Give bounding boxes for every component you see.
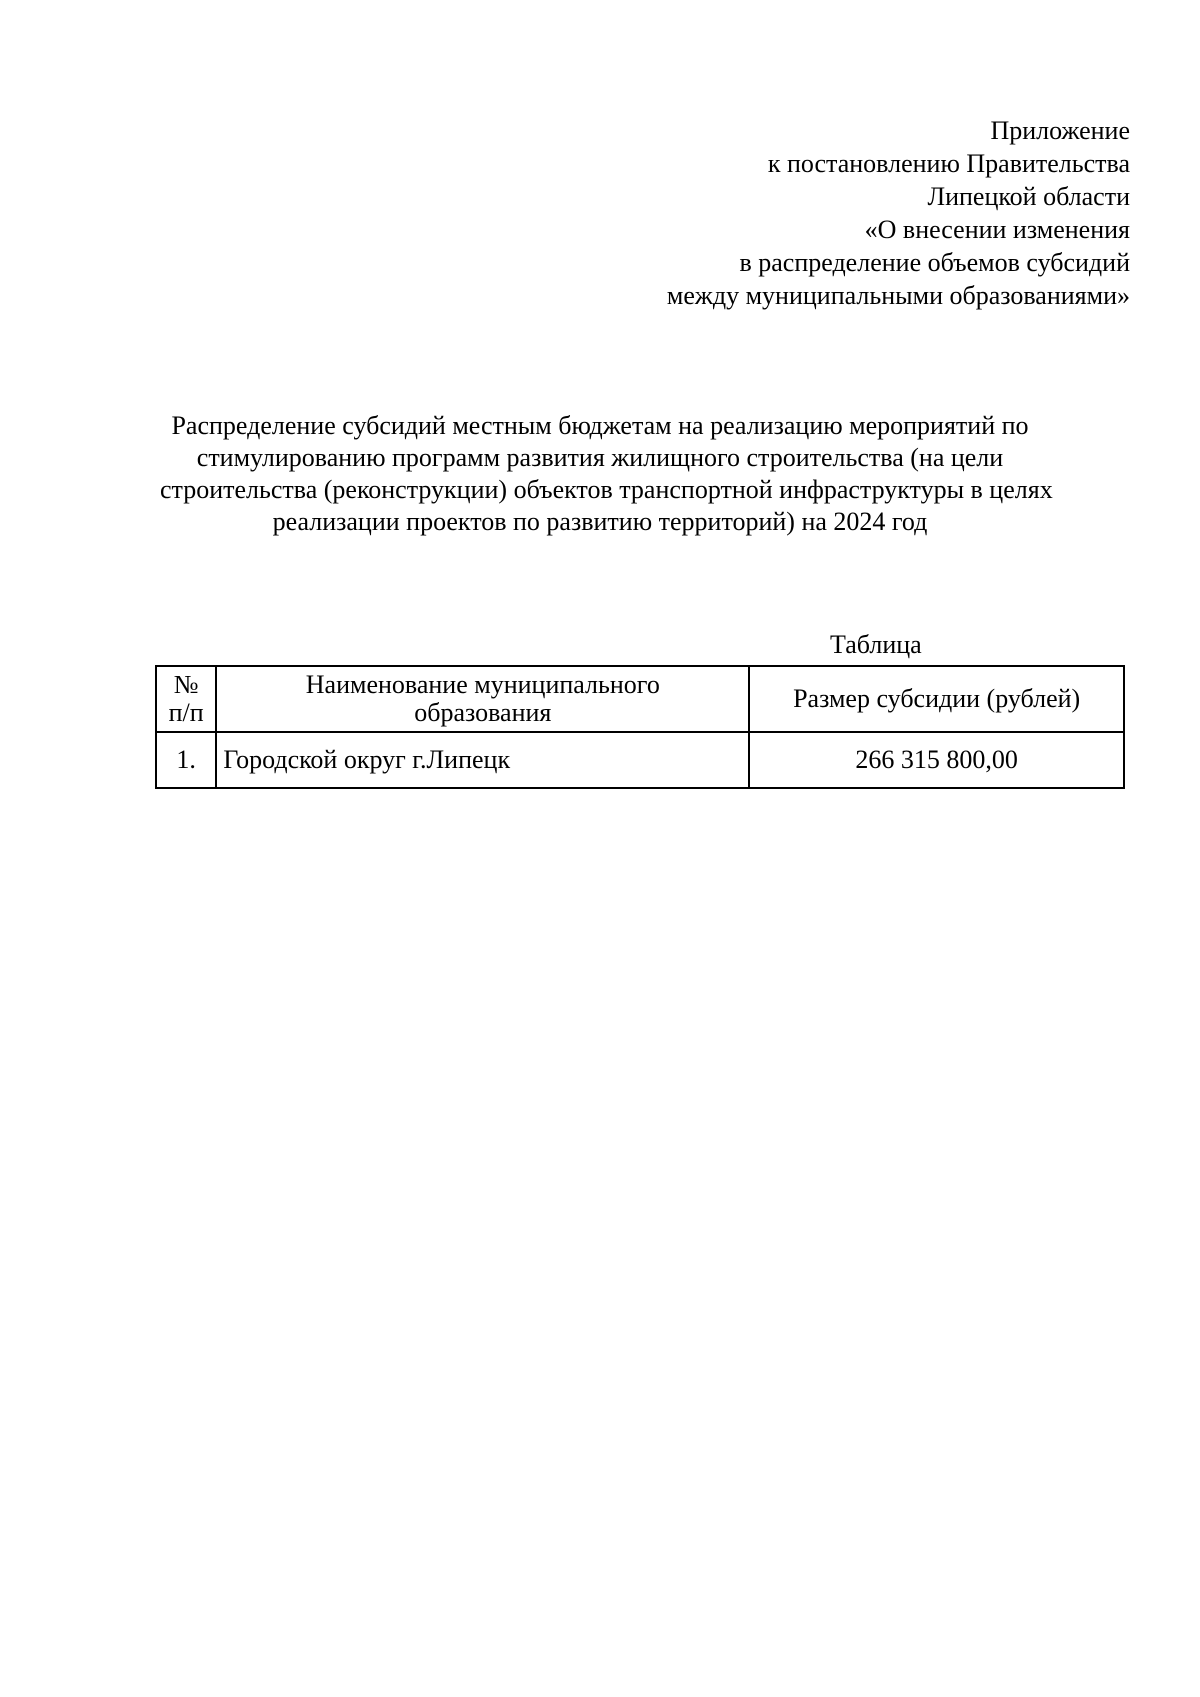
title-line: реализации проектов по развитию территорий) на 2024 год — [272, 507, 928, 536]
header-num-line2: п/п — [168, 698, 204, 727]
appendix-line: Липецкой области — [927, 182, 1130, 211]
header-name-line2: образования — [414, 698, 552, 727]
appendix-line: Приложение — [990, 116, 1130, 145]
header-num — [156, 666, 216, 732]
row-amount: 266 315 800,00 — [749, 732, 1124, 788]
header-num-line1: № — [173, 670, 199, 699]
row-num: 1. — [156, 732, 216, 788]
title-line: строительства (реконструкции) объектов транспортной инфраструктуры в целях — [160, 475, 1053, 504]
title-line: Распределение субсидий местным бюджетам на реализацию мероприятий по — [171, 411, 1029, 440]
appendix-line: в распределение объемов субсидий — [739, 248, 1130, 277]
appendix-line: «О внесении изменения — [864, 215, 1130, 244]
header-name-line1: Наименование муниципального — [305, 670, 660, 699]
table-header-row — [156, 666, 1124, 732]
appendix-line: к постановлению Правительства — [767, 149, 1130, 178]
appendix-line: между муниципальными образованиями» — [666, 281, 1130, 310]
table-caption: Таблица — [830, 630, 922, 659]
header-amount: Размер субсидии (рублей) — [749, 666, 1124, 732]
subsidy-table — [155, 665, 1125, 789]
title-line: стимулированию программ развития жилищного строительства (на цели — [196, 443, 1004, 472]
appendix-header — [667, 114, 1130, 312]
header-name — [216, 666, 749, 732]
table-row — [156, 732, 1124, 788]
document-title — [160, 410, 1053, 538]
row-name: Городской округ г.Липецк — [216, 732, 749, 788]
